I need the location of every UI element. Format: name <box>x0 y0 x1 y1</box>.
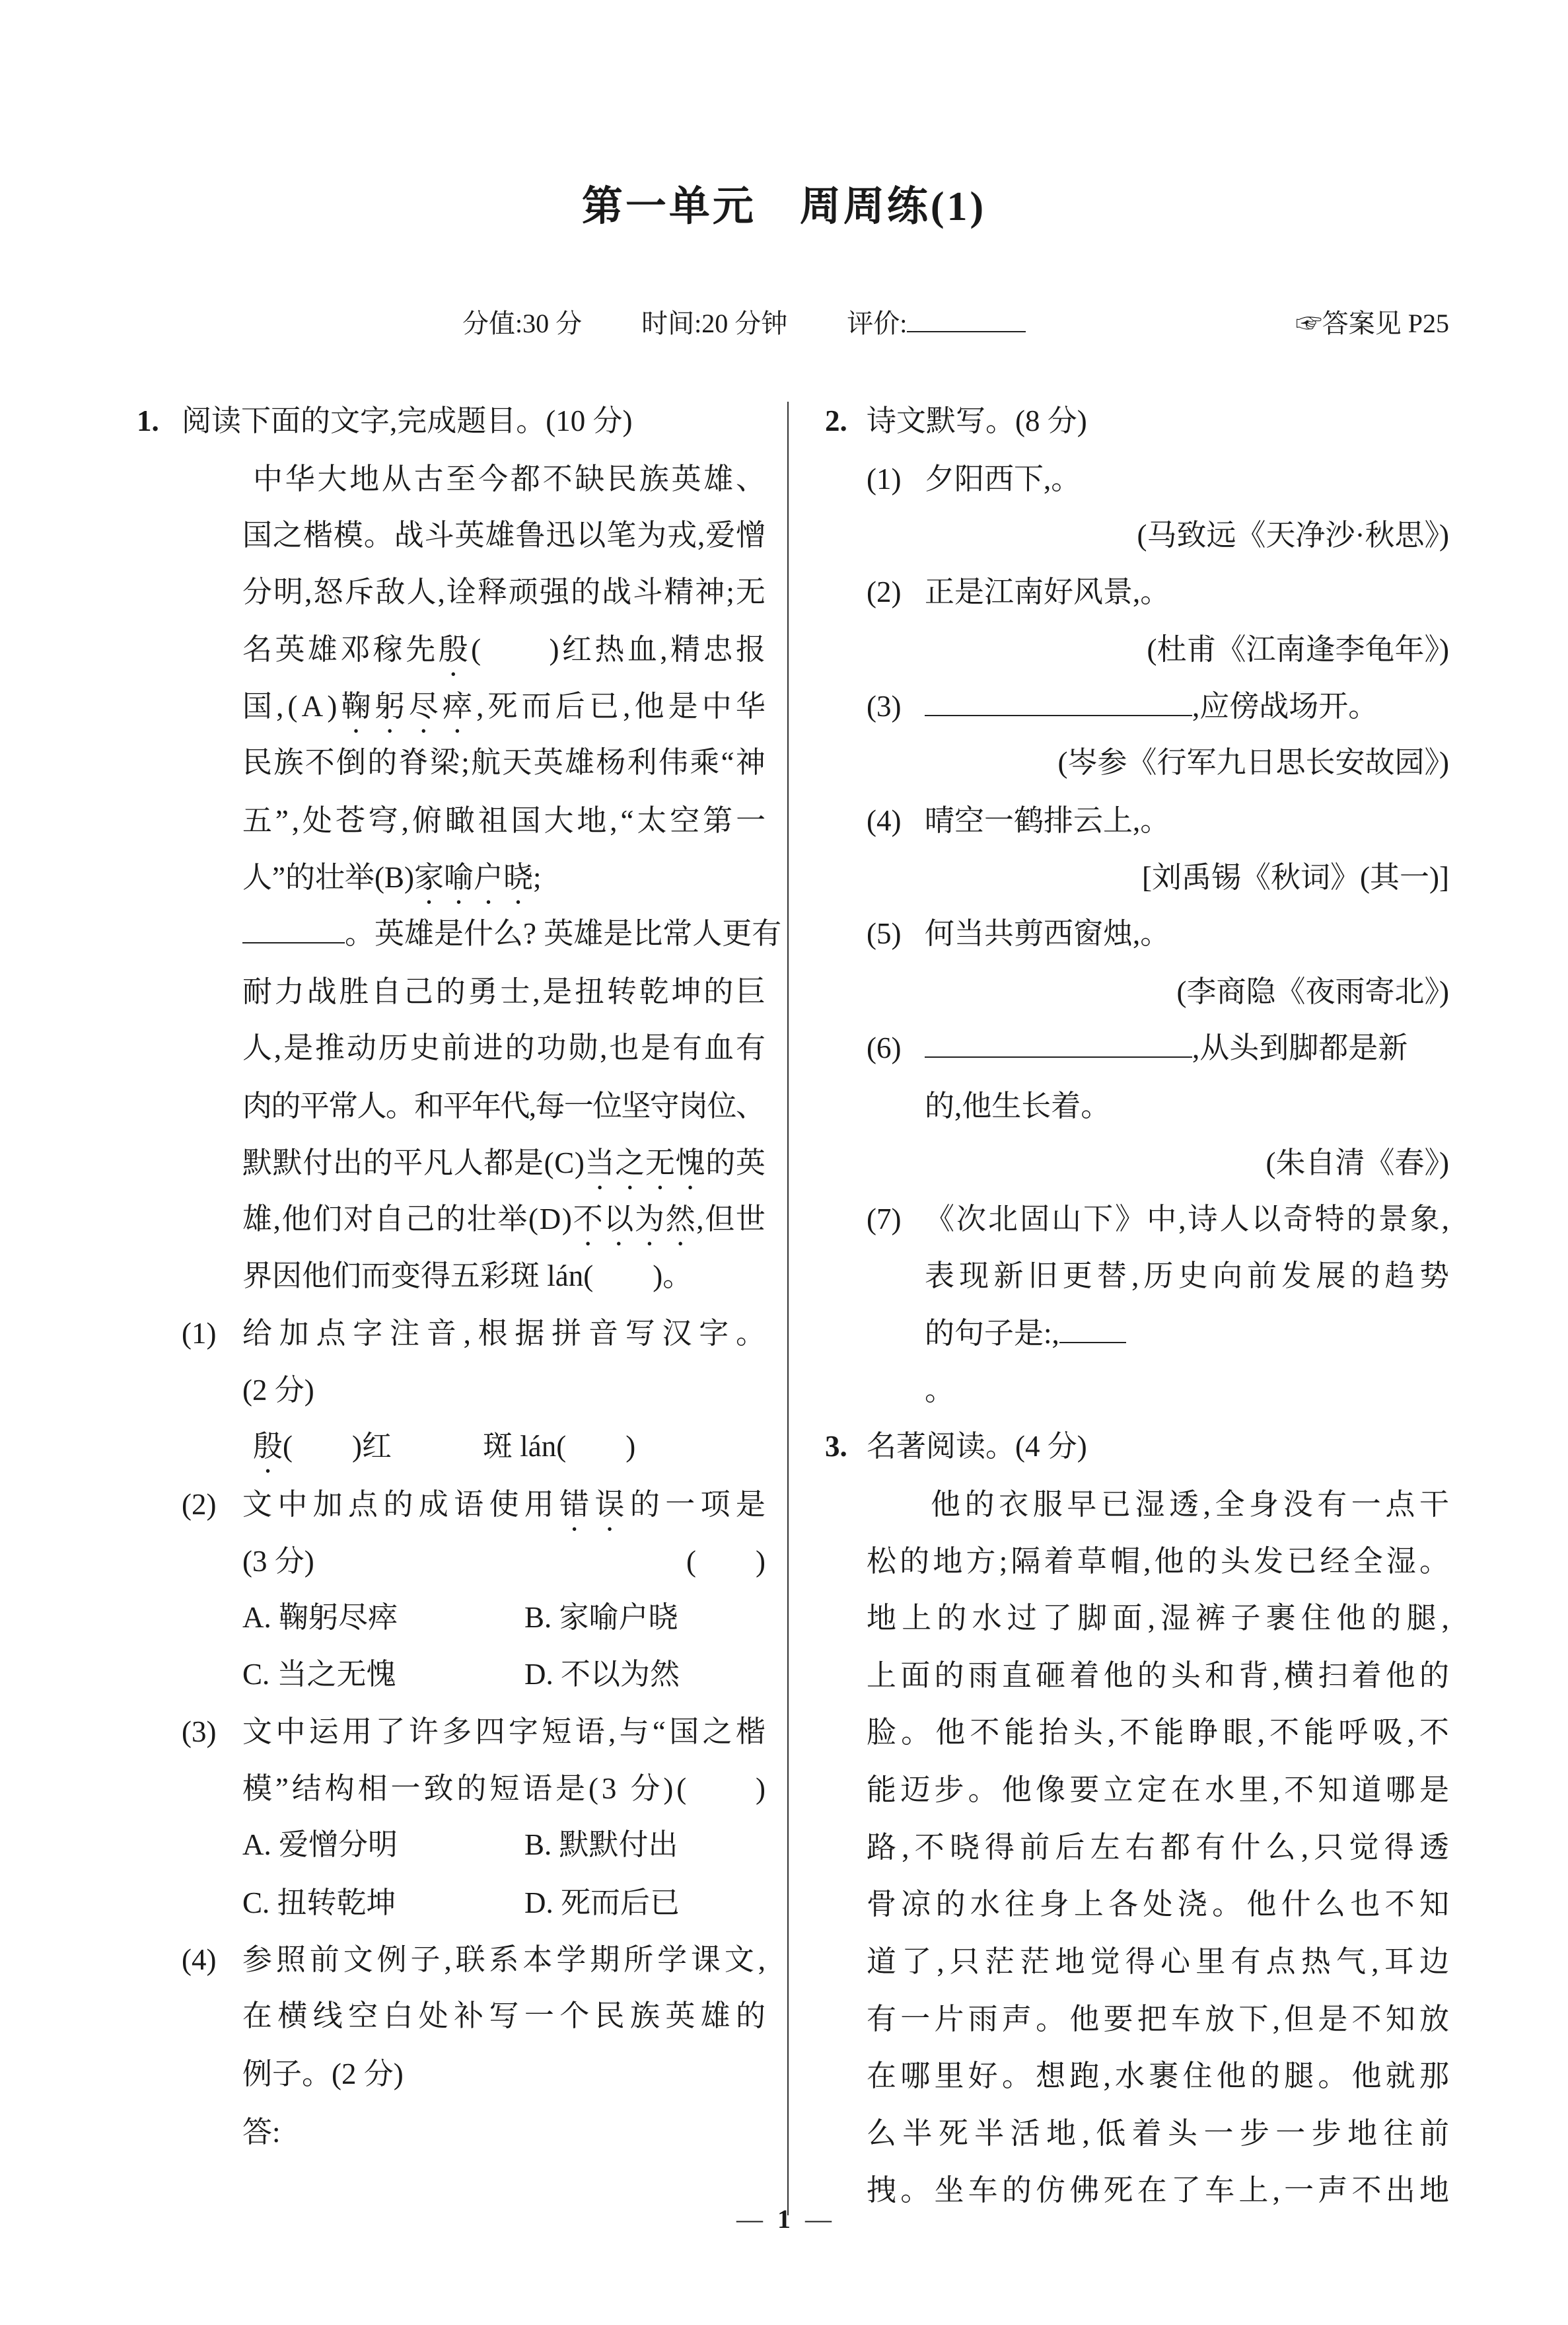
score-value: 分值:30 分 <box>462 309 583 338</box>
text-line <box>242 1760 769 1817</box>
text-segment: (3) <box>182 1715 217 1748</box>
answer-reference: ☞答案见 P25 <box>1295 309 1449 338</box>
text-segment: 骨凉的水往身上各处浇。他什么也不知 <box>867 1888 1454 1921</box>
answer-blank[interactable] <box>242 916 345 943</box>
text-line <box>892 507 1449 564</box>
text-segment: 2. <box>825 404 847 437</box>
text-line <box>182 392 632 449</box>
text-line <box>253 1418 392 1475</box>
page-title: 第一单元 周周练(1) <box>581 184 987 229</box>
question-number <box>825 1418 847 1475</box>
text-segment: 人,是推动历史前进的功勋,也是有血有 <box>242 1031 767 1064</box>
text-segment: 3. <box>825 1430 847 1463</box>
text-segment: 表现新旧更替,历史向前发展的趋势 <box>925 1259 1454 1292</box>
text-line <box>242 1874 396 1931</box>
text-line <box>242 1589 398 1646</box>
text-line <box>892 963 1449 1020</box>
text-segment: 路,不晓得前后左右都有什么,只觉得透 <box>867 1831 1455 1864</box>
text-line <box>242 1362 314 1419</box>
answer-blank[interactable] <box>925 1030 1192 1058</box>
info-bar <box>462 303 1449 340</box>
text-segment: 他的衣服早已湿透,全身没有一点干 <box>931 1488 1454 1521</box>
text-segment: 上面的雨直砸着他的头和背,横扫着他的 <box>867 1659 1454 1692</box>
text-segment: 给加点字注音,根据拼音写汉字。 <box>242 1317 773 1350</box>
emphasized-text: 殷 <box>438 633 472 666</box>
text-line <box>867 392 1087 449</box>
text-segment: ,从头到脚都是新 <box>1192 1031 1408 1064</box>
text-line <box>242 1987 771 2044</box>
text-segment: 名英雄邓稼先 <box>242 633 439 666</box>
text-line <box>242 849 766 906</box>
text-segment: 民族不倒的脊梁;航天英雄杨利伟乘“神 <box>242 746 767 779</box>
text-segment: 。 <box>925 1374 955 1407</box>
text-line <box>242 2104 766 2160</box>
column-divider <box>787 402 789 2215</box>
text-line <box>867 1647 1454 1704</box>
text-segment: 中华大地从古至今都不缺民族英雄、 <box>253 462 768 496</box>
text-line <box>483 1418 635 1475</box>
emphasized-text: 当之无愧 <box>585 1146 706 1179</box>
text-segment: ( ) <box>686 1545 766 1578</box>
text-segment: 有一片雨声。他要把车放下,但是不知放 <box>867 2003 1454 2036</box>
text-segment: 文中加点的成语使用 <box>242 1488 560 1521</box>
text-line <box>182 1931 216 1988</box>
text-segment: (5) <box>867 917 902 950</box>
text-segment: 的句子是: <box>925 1317 1052 1350</box>
text-segment: B. 默默付出 <box>524 1828 678 1861</box>
text-line <box>242 1646 396 1703</box>
text-segment: 道了,只茫茫地觉得心里有点热气,耳边 <box>867 1945 1455 1978</box>
text-segment: (朱自清《春》) <box>1265 1146 1449 1179</box>
text-line <box>867 1933 1455 1990</box>
text-line <box>242 1816 398 1873</box>
text-line <box>242 734 766 791</box>
text-segment: 默默付出的平凡人都是(C) <box>242 1146 585 1179</box>
text-line <box>242 963 766 1020</box>
text-line <box>925 678 1378 735</box>
text-line <box>925 451 1368 507</box>
text-line <box>867 1418 1087 1475</box>
text-segment: C. 当之无愧 <box>242 1658 396 1691</box>
answer-blank[interactable] <box>1059 1315 1126 1343</box>
text-line <box>242 621 769 678</box>
text-line <box>242 1305 773 1362</box>
text-segment: 诗文默写。(8 分) <box>867 404 1087 437</box>
text-line <box>867 2105 1456 2162</box>
emphasized-text: 家喻户晓 <box>413 861 533 894</box>
footer-dash: — <box>736 2204 763 2234</box>
text-line <box>242 678 770 735</box>
text-segment: , <box>1051 1317 1059 1350</box>
text-segment: 脸。他不能抬头,不能睁眼,不能呼吸,不 <box>867 1716 1454 1749</box>
text-line <box>925 564 1449 620</box>
text-segment: 正是江南好风景, <box>925 575 1141 609</box>
text-line <box>925 1191 1452 1247</box>
text-line <box>867 1991 1454 2048</box>
text-line <box>524 1874 680 1931</box>
text-line <box>182 1305 216 1362</box>
emphasized-text: 错误 <box>559 1488 630 1521</box>
text-segment: 例子。(2 分) <box>242 2057 404 2090</box>
text-line <box>925 792 1449 849</box>
text-line <box>242 1476 771 1533</box>
rating-label: 评价: <box>847 309 908 338</box>
text-segment: (岑参《行军九日思长安故园》) <box>1057 746 1449 779</box>
text-segment: ,应傍战场开。 <box>1192 690 1378 723</box>
text-line <box>182 1703 216 1760</box>
footer-dash: — <box>805 2204 832 2234</box>
text-line <box>892 849 1449 906</box>
rating-field[interactable] <box>847 303 1026 340</box>
text-segment: 。 <box>1140 917 1170 950</box>
text-line <box>867 1876 1454 1933</box>
text-segment: 国之楷模。战斗英雄鲁迅以笔为戎,爱憎 <box>242 519 766 552</box>
text-segment: (马致远《天净沙·秋思》) <box>1137 519 1449 552</box>
time-limit: 时间:20 分钟 <box>641 309 788 338</box>
emphasized-text: 殷 <box>253 1430 283 1463</box>
text-line <box>925 905 1449 962</box>
text-segment: (4) <box>182 1943 217 1976</box>
text-segment: 答: <box>242 2116 281 2149</box>
text-segment: 肉的平常人。和平年代,每一位坚守岗位、 <box>242 1089 765 1123</box>
text-line <box>925 1305 1449 1362</box>
text-segment: 的一项是 <box>629 1488 771 1521</box>
text-line <box>925 1247 1454 1304</box>
text-line <box>524 1816 678 1873</box>
text-segment: (3 分) <box>242 1545 314 1578</box>
text-line <box>242 1134 766 1191</box>
text-segment: 名著阅读。(4 分) <box>867 1430 1087 1463</box>
text-segment: ,但世 <box>696 1202 767 1236</box>
text-line <box>242 792 769 849</box>
text-line <box>524 1589 678 1646</box>
text-line <box>931 1476 1454 1533</box>
text-segment: 何当共剪西窗烛, <box>925 917 1141 950</box>
text-segment: 地上的水过了脚面,湿裤子裹住他的腿, <box>867 1602 1455 1635</box>
text-line <box>242 1703 769 1760</box>
text-segment: 。 <box>1140 575 1170 609</box>
text-segment: 1. <box>137 404 159 437</box>
text-line <box>242 2046 404 2102</box>
text-segment: A. 鞠躬尽瘁 <box>242 1601 398 1634</box>
text-line <box>867 1533 1453 1590</box>
emphasized-text: 鞠躬尽瘁 <box>341 690 477 723</box>
text-segment: 分明,怒斥敌人,诠释顽强的战斗精神;无 <box>242 575 767 609</box>
text-line <box>242 507 766 564</box>
text-line <box>867 451 901 507</box>
text-line <box>867 1590 1455 1646</box>
text-line <box>867 1191 901 1247</box>
text-segment: 的,他生长着。 <box>925 1089 1111 1123</box>
text-segment: 耐力战胜自己的勇士,是扭转乾坤的巨 <box>242 975 768 1008</box>
text-line <box>867 792 901 849</box>
text-segment: (7) <box>867 1202 902 1236</box>
text-line <box>524 1646 680 1703</box>
text-line <box>867 1761 1454 1818</box>
text-line <box>242 564 766 620</box>
text-segment: 。 <box>1051 462 1081 496</box>
text-line <box>242 905 782 962</box>
text-line <box>892 734 1449 791</box>
text-segment: 在哪里好。想跑,水裹住他的腿。他就那 <box>867 2059 1454 2092</box>
text-segment: 的英 <box>705 1146 766 1179</box>
text-segment: 么半死半活地,低着头一步一步地往前 <box>867 2117 1456 2150</box>
text-segment: 模”结构相一致的短语是(3 分)( ) <box>242 1772 769 1805</box>
text-line <box>867 564 901 620</box>
text-line <box>242 1247 692 1304</box>
text-line <box>242 1019 766 1076</box>
emphasized-text: 不以为然 <box>573 1202 697 1236</box>
text-line <box>182 1476 216 1533</box>
text-segment: (2 分) <box>242 1374 314 1407</box>
text-line <box>892 1134 1449 1191</box>
text-segment: (1) <box>182 1317 217 1350</box>
text-segment: 五”,处苍穹,俯瞰祖国大地,“太空第一 <box>242 804 769 837</box>
text-segment: A. 爱憎分明 <box>242 1828 398 1861</box>
text-segment: 参照前文例子,联系本学期所学课文, <box>242 1943 769 1976</box>
text-segment: D. 不以为然 <box>524 1658 680 1691</box>
page-footer <box>0 2203 1568 2234</box>
text-segment: (1) <box>867 462 902 496</box>
text-segment: ( )红 <box>283 1430 392 1463</box>
text-segment: 文中运用了许多四字短语,与“国之楷 <box>242 1715 769 1748</box>
text-segment: (李商隐《夜雨寄北》) <box>1176 975 1449 1008</box>
text-segment: D. 死而后已 <box>524 1886 680 1919</box>
text-segment: 。英雄是什么? 英雄是比常人更有 <box>345 917 782 950</box>
text-segment: (2) <box>182 1488 217 1521</box>
text-line <box>867 2048 1454 2104</box>
text-line <box>867 678 901 735</box>
answer-blank[interactable] <box>925 688 1192 716</box>
text-segment: 人”的壮举(B) <box>242 861 414 894</box>
question-number <box>825 392 847 449</box>
text-line <box>867 905 901 962</box>
text-segment: (2) <box>867 575 902 609</box>
text-segment: 斑 lán( ) <box>483 1430 636 1463</box>
text-line <box>925 1019 1449 1076</box>
text-segment: ( )红热血,精忠报 <box>471 633 769 666</box>
text-segment: 国,(A) <box>242 690 341 723</box>
text-segment: 能迈步。他像要立定在水里,不知道哪是 <box>867 1773 1454 1806</box>
text-line <box>253 451 766 507</box>
text-segment: 阅读下面的文字,完成题目。(10 分) <box>182 404 633 437</box>
text-line <box>867 1019 901 1076</box>
text-line <box>242 1533 314 1590</box>
text-line <box>892 621 1449 678</box>
text-line <box>925 1078 1110 1134</box>
text-segment: (3) <box>867 690 902 723</box>
question-number <box>137 392 159 449</box>
text-line <box>867 1704 1454 1761</box>
rating-blank[interactable] <box>907 307 1026 332</box>
text-segment: 《次北固山下》中,诗人以奇特的景象, <box>925 1202 1452 1236</box>
text-segment: 晴空一鹤排云上, <box>925 804 1141 837</box>
text-segment: B. 家喻户晓 <box>524 1601 678 1634</box>
text-segment: (6) <box>867 1031 902 1064</box>
text-line <box>242 1191 766 1247</box>
text-line <box>242 1078 766 1134</box>
text-line <box>654 1533 766 1590</box>
text-segment: 雄,他们对自己的壮举(D) <box>242 1202 573 1236</box>
text-segment: ,死而后已,他是中华 <box>476 690 770 723</box>
text-segment: [刘禹锡《秋词》(其一)] <box>1142 861 1449 894</box>
text-line <box>925 1362 1142 1419</box>
text-segment: 界因他们而变得五彩斑 lán( )。 <box>242 1259 693 1292</box>
text-segment: 。 <box>1140 804 1170 837</box>
text-segment: 松的地方;隔着草帽,他的头发已经全湿。 <box>867 1545 1453 1578</box>
page-number: 1 <box>777 2204 791 2234</box>
text-segment: 在横线空白处补写一个民族英雄的 <box>242 1999 771 2032</box>
text-segment: C. 扭转乾坤 <box>242 1886 396 1919</box>
text-line <box>867 1819 1455 1876</box>
text-segment: (杜甫《江南逢李龟年》) <box>1147 633 1449 666</box>
text-segment: ; <box>532 861 542 894</box>
text-segment: (4) <box>867 804 902 837</box>
text-segment: 拽。坐车的仿佛死在了车上,一声不出地 <box>867 2174 1454 2207</box>
text-segment: 夕阳西下, <box>925 462 1051 496</box>
text-line <box>242 1931 769 1988</box>
